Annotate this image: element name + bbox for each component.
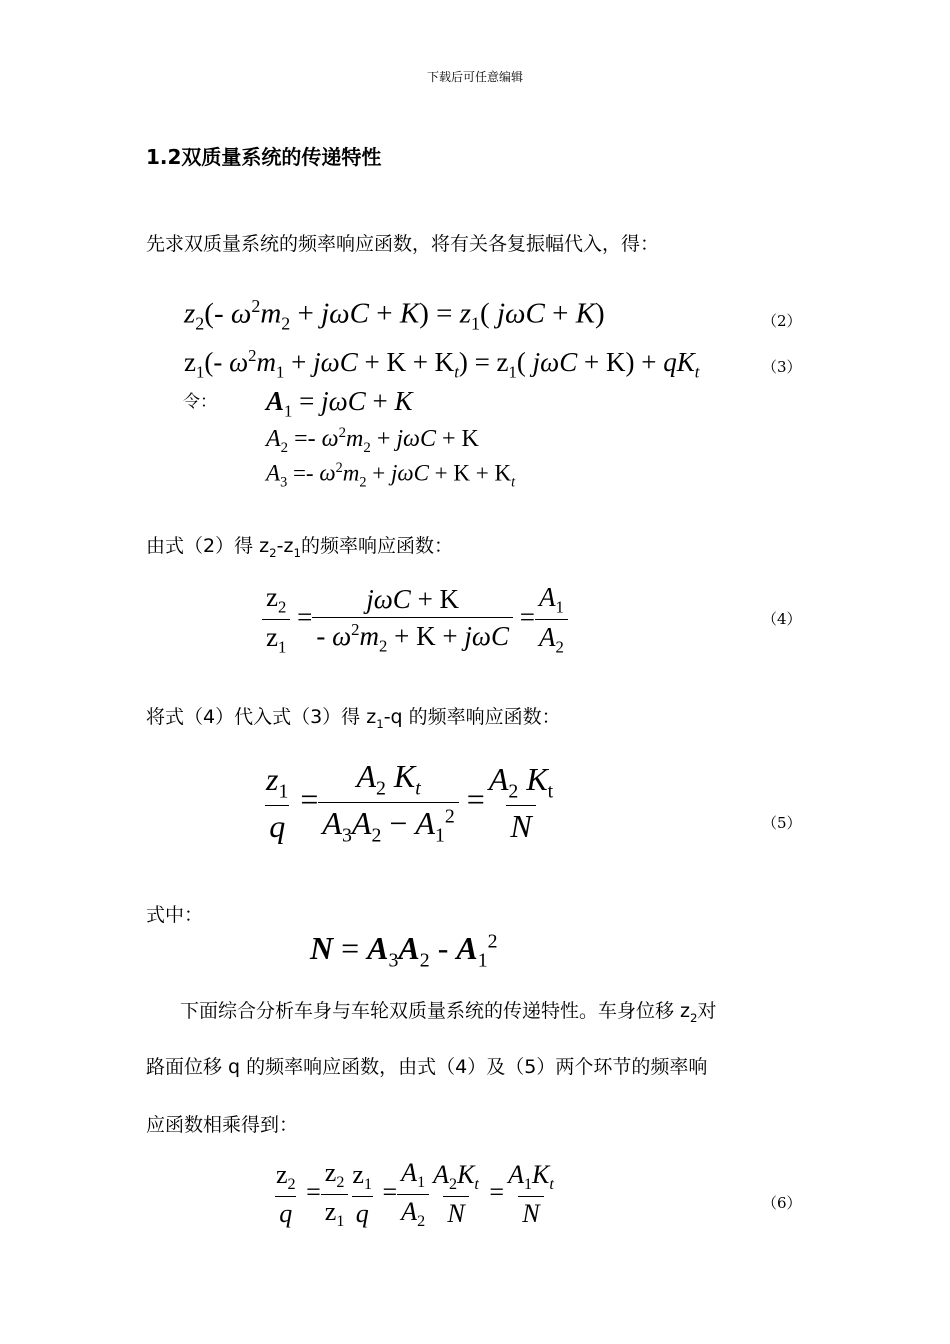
equation-number-5: （5） [762,814,802,832]
equation-3: $z_1(-$ $\omega^2m_1 + j\omega C + K + K_t) = z_1$( $j\omega C + K) + qK_t$ [184,346,700,382]
definition-a2: $A_2 =- \omega^2m_2 + j\omega C + K$ [266,425,479,456]
section-title: 1.2双质量系统的传递特性 [146,145,382,169]
equation-4: $\frac{z_2}{z_1}$ = $\frac{\text{jωC + K}}{- \omega^2m_2 + K + j\omega C}$ = $\frac{A_1}{A_2}$ [262,582,568,658]
paragraph-analysis-line1: 下面综合分析车身与车轮双质量系统的传递特性。车身位移 $z_2$对 [180,1000,717,1025]
paragraph-from-eq2: 由式（2）得 $z_2-z_1$的频率响应函数： [146,535,453,560]
equation-2: $z_2(-$ $\omega^2m_2 + j\omega C + K) = z_1$( jωC + K) [184,296,605,334]
equation-6: $\frac{z_2}{q}$ = $\frac{z_2}{z_1}$ $\frac{z_1}{q}$ = $\frac{A_1}{A_2}$ $\frac{A_2K_t}{N}$ = $\frac{A_1K_t}{N}$ [276,1158,554,1231]
page-header: 下载后可任意编辑 [426,70,523,84]
definition-n: $N = A_3A_2 - A_1^2$ [310,930,498,972]
equation-number-3: （3） [762,358,802,376]
definition-a1: $A_1 = j\omega C + K$ [266,386,413,421]
equation-number-2: （2） [762,312,802,330]
label-shizhong: 式中： [146,904,204,926]
paragraph-intro: 先求双质量系统的频率响应函数，将有关各复振幅代入，得： [146,233,660,255]
equation-number-6: （6） [762,1194,802,1212]
label-ling: 令： [183,392,217,412]
equation-5: $\frac{z_1}{q}$ = $\frac{A_2 K_t}{A_3A_2 - A_1^2}$ = $\frac{A_2 K_t}{N}$ [266,758,554,847]
definition-a3: $A_3 =- \omega^2m_2 + j\omega C + K + K_t$ [266,460,516,491]
paragraph-substitute: 将式（4）代入式（3）得 $z_1-q$ 的频率响应函数： [146,706,561,731]
paragraph-analysis-line3: 应函数相乘得到： [146,1114,299,1136]
paragraph-analysis-line2: 路面位移 q 的频率响应函数，由式（4）及（5）两个环节的频率响 [146,1056,708,1078]
equation-number-4: （4） [762,610,802,628]
